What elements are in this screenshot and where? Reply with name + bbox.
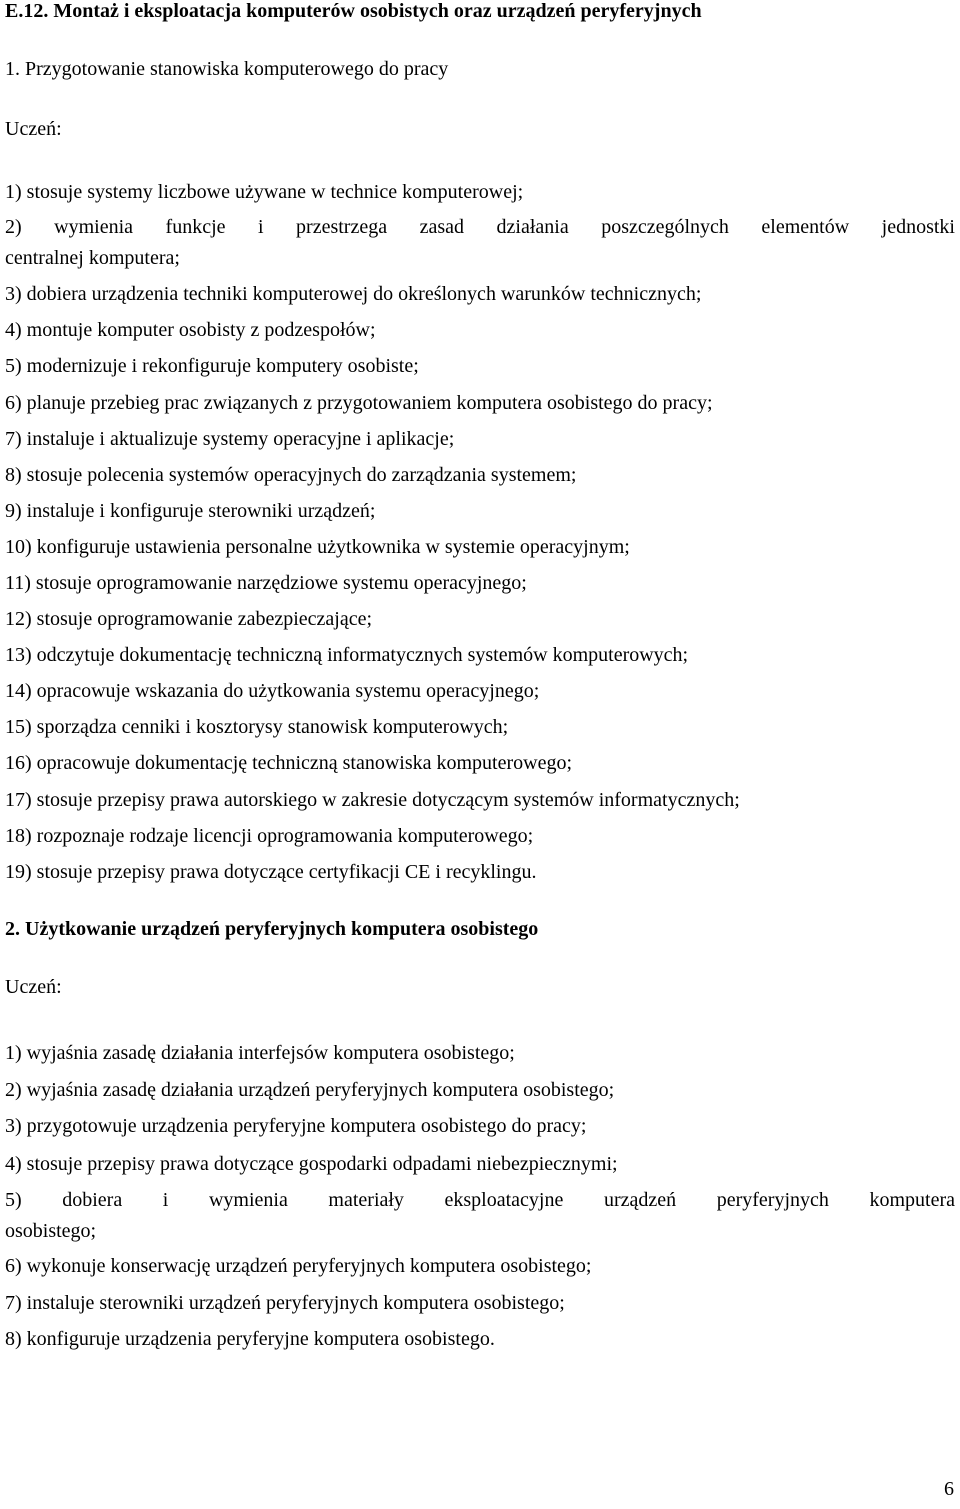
list-item: 2) wyjaśnia zasadę działania urządzeń peryferyjnych komputera osobistego; (5, 1079, 615, 1101)
section-1-intro: Uczeń: (5, 118, 62, 140)
list-item: 13) odczytuje dokumentację techniczną informatycznych systemów komputerowych; (5, 644, 689, 666)
list-item: 6) planuje przebieg prac związanych z przygotowaniem komputera osobistego do pracy; (5, 392, 713, 414)
list-item: 7) instaluje sterowniki urządzeń peryferyjnych komputera osobistego; (5, 1292, 565, 1314)
list-item: 9) instaluje i konfiguruje sterowniki urządzeń; (5, 500, 376, 522)
list-item: 7) instaluje i aktualizuje systemy operacyjne i aplikacje; (5, 428, 455, 450)
section-1-heading: 1. Przygotowanie stanowiska komputerowego do pracy (5, 58, 449, 80)
page-number: 6 (944, 1478, 954, 1500)
list-item: 19) stosuje przepisy prawa dotyczące certyfikacji CE i recyklingu. (5, 861, 537, 883)
list-item: 1) stosuje systemy liczbowe używane w technice komputerowej; (5, 181, 524, 203)
list-item: 17) stosuje przepisy prawa autorskiego w zakresie dotyczącym systemów informatycznych; (5, 789, 740, 811)
section-2-intro: Uczeń: (5, 976, 62, 998)
list-item: 18) rozpoznaje rodzaje licencji oprogramowania komputerowego; (5, 825, 534, 847)
list-item: 15) sporządza cenniki i kosztorysy stanowisk komputerowych; (5, 716, 509, 738)
list-item-continuation: osobistego; (5, 1220, 97, 1242)
list-item: 5) dobiera i wymienia materiały eksploatacyjne urządzeń peryferyjnych komputera (5, 1189, 955, 1211)
list-item: 2) wymienia funkcje i przestrzega zasad działania poszczególnych elementów jednostki (5, 216, 955, 238)
list-item: 10) konfiguruje ustawienia personalne użytkownika w systemie operacyjnym; (5, 536, 630, 558)
list-item: 4) stosuje przepisy prawa dotyczące gospodarki odpadami niebezpiecznymi; (5, 1153, 618, 1175)
list-item: 6) wykonuje konserwację urządzeń peryferyjnych komputera osobistego; (5, 1255, 592, 1277)
list-item: 1) wyjaśnia zasadę działania interfejsów komputera osobistego; (5, 1042, 515, 1064)
document-title: E.12. Montaż i eksploatacja komputerów osobistych oraz urządzeń peryferyjnych (5, 0, 702, 22)
list-item: 12) stosuje oprogramowanie zabezpieczające; (5, 608, 373, 630)
list-item: 8) stosuje polecenia systemów operacyjnych do zarządzania systemem; (5, 464, 577, 486)
list-item: 11) stosuje oprogramowanie narzędziowe systemu operacyjnego; (5, 572, 527, 594)
list-item: 3) przygotowuje urządzenia peryferyjne komputera osobistego do pracy; (5, 1115, 587, 1137)
list-item: 5) modernizuje i rekonfiguruje komputery osobiste; (5, 355, 419, 377)
list-item: 16) opracowuje dokumentację techniczną stanowiska komputerowego; (5, 752, 573, 774)
list-item: 4) montuje komputer osobisty z podzespołów; (5, 319, 376, 341)
list-item: 14) opracowuje wskazania do użytkowania systemu operacyjnego; (5, 680, 540, 702)
list-item: 3) dobiera urządzenia techniki komputerowej do określonych warunków technicznych; (5, 283, 702, 305)
list-item: 8) konfiguruje urządzenia peryferyjne komputera osobistego. (5, 1328, 495, 1350)
section-2-heading: 2. Użytkowanie urządzeń peryferyjnych komputera osobistego (5, 918, 539, 940)
list-item-continuation: centralnej komputera; (5, 247, 180, 269)
